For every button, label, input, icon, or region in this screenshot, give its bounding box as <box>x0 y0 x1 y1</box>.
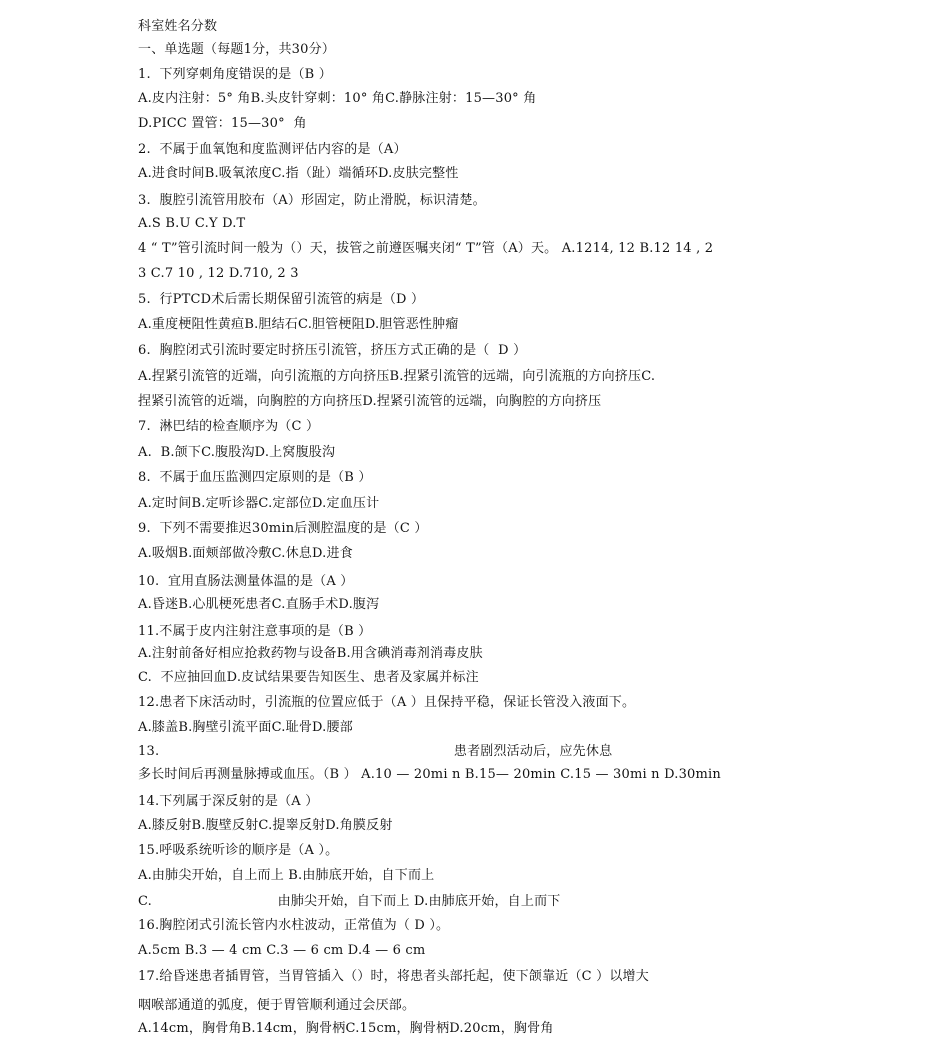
text-line: A.14cm，胸骨角B.14cm，胸骨柄C.15cm，胸骨柄D.20cm，胸骨角 <box>138 1021 554 1036</box>
text-line: 2. 不属于血氧饱和度监测评估内容的是（A） <box>138 142 407 157</box>
text-line: 17.给昏迷患者插胃管，当胃管插入（）时，将患者头部托起，使下颌靠近（C ）以增大 <box>138 969 649 984</box>
text-line: 13. 患者剧烈活动后，应先休息 <box>138 744 613 759</box>
text-line: A.皮内注射：5° 角B.头皮针穿刺：10° 角C.静脉注射：15—30° 角 <box>138 91 537 106</box>
text-line: 4 “ T”管引流时间一般为（）天，拔管之前遵医嘱夹闭“ T”管（A）天。 A.1214, 12 B.12 14 , 2 <box>138 241 714 256</box>
text-line: 12.患者下床活动时，引流瓶的位置应低于（A ）且保持平稳，保证长管没入液面下。 <box>138 695 636 710</box>
text-line: A.重度梗阻性黄疸B.胆结石C.胆管梗阻D.胆管恶性肿瘤 <box>138 317 459 332</box>
text-line: 3 C.7 10 , 12 D.710, 2 3 <box>138 266 299 281</box>
section-title: 一、单选题（每题1分，共30分） <box>138 42 336 57</box>
text-line: 咽喉部通道的弧度，便于胃管顺利通过会厌部。 <box>138 998 416 1013</box>
text-line: 多长时间后再测量脉搏或血压。（B ） A.10 — 20mi n B.15— 20min C.15 — 30mi n D.30min <box>138 767 721 782</box>
text-line: 6. 胸腔闭式引流时要定时挤压引流管，挤压方式正确的是（ D ） <box>138 343 527 358</box>
text-line: 15.呼吸系统听诊的顺序是（A ）。 <box>138 843 339 858</box>
text-line: 3. 腹腔引流管用胶布（A）形固定，防止滑脱，标识清楚。 <box>138 193 486 208</box>
text-line: 16.胸腔闭式引流长管内水柱波动，正常值为（ D ）。 <box>138 918 450 933</box>
text-line: A.捏紧引流管的近端，向引流瓶的方向挤压B.捏紧引流管的远端，向引流瓶的方向挤压C. <box>138 369 656 384</box>
text-line: A.进食时间B.吸氧浓度C.指（趾）端循环D.皮肤完整性 <box>138 166 459 181</box>
text-line: 9. 下列不需要推迟30min后测腔温度的是（C ） <box>138 521 428 536</box>
text-line: A.由肺尖开始，自上而上 B.由肺底开始，自下而上 <box>138 868 435 883</box>
text-line: A. B.颌下C.腹股沟D.上窝腹股沟 <box>138 445 336 460</box>
text-line: 捏紧引流管的近端，向胸腔的方向挤压D.捏紧引流管的远端，向胸腔的方向挤压 <box>138 394 602 409</box>
text-line: 1. 下列穿刺角度错误的是（B ） <box>138 67 332 82</box>
text-line: 11.不属于皮内注射注意事项的是（B ） <box>138 624 372 639</box>
text-line: A.吸烟B.面颊部做冷敷C.休息D.进食 <box>138 546 353 561</box>
text-line: 8. 不属于血压监测四定原则的是（B ） <box>138 470 372 485</box>
text-line: D.PICC 置管：15—30° 角 <box>138 116 307 131</box>
text-line: C. 由肺尖开始，自下而上 D.由肺底开始，自上而下 <box>138 894 561 909</box>
text-line: A.膝盖B.胸壁引流平面C.耻骨D.腰部 <box>138 720 353 735</box>
text-line: A.昏迷B.心肌梗死患者C.直肠手术D.腹泻 <box>138 597 380 612</box>
text-line: 7. 淋巴结的检查顺序为（C ） <box>138 419 320 434</box>
document-header: 科室姓名分数 <box>138 19 218 34</box>
text-line: A.注射前备好相应抢救药物与设备B.用含碘消毒剂消毒皮肤 <box>138 646 483 661</box>
text-line: 14.下列属于深反射的是（A ） <box>138 794 319 809</box>
text-line: A.S B.U C.Y D.T <box>138 216 246 231</box>
text-line: A.定时间B.定听诊器C.定部位D.定血压计 <box>138 496 380 511</box>
text-line: A.膝反射B.腹壁反射C.提睾反射D.角膜反射 <box>138 818 393 833</box>
text-line: 5. 行PTCD术后需长期保留引流管的病是（D ） <box>138 292 425 307</box>
text-line: 10. 宜用直肠法测量体温的是（A ） <box>138 574 354 589</box>
text-line: A.5cm B.3 — 4 cm C.3 — 6 cm D.4 — 6 cm <box>138 943 426 958</box>
text-line: C. 不应抽回血D.皮试结果要告知医生、患者及家属并标注 <box>138 670 479 685</box>
